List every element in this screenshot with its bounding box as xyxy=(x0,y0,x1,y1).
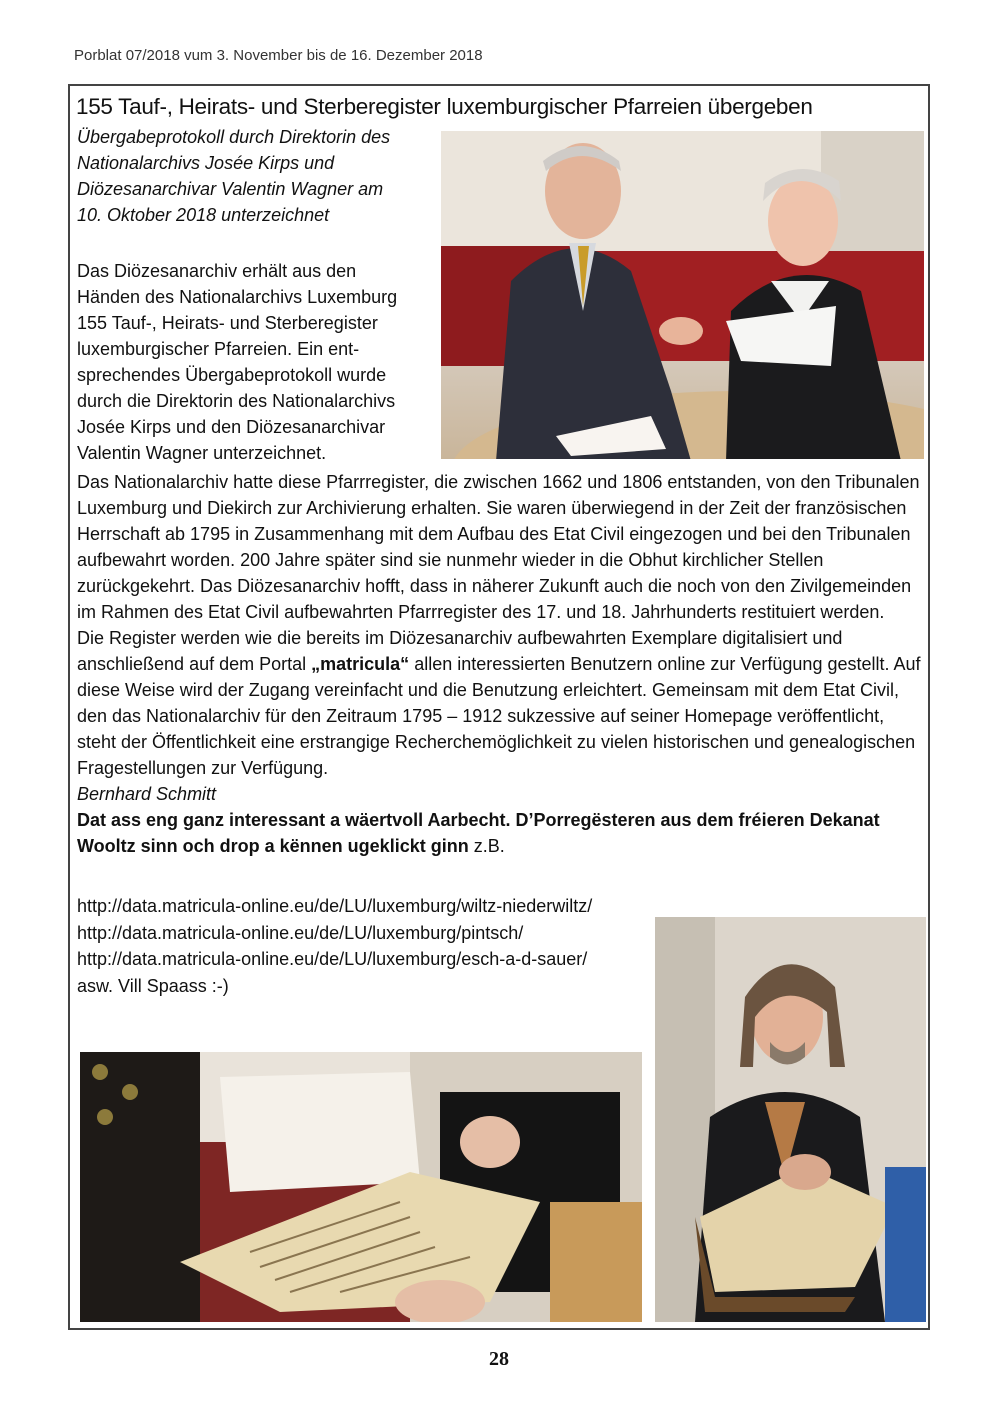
link-list xyxy=(77,893,592,999)
intro-line: Händen des Nationalarchivs Luxemburg xyxy=(77,287,398,307)
intro-line: luxemburgischer Pfarreien. Ein ent- xyxy=(77,339,360,359)
archivist-photo xyxy=(655,917,926,1322)
register-hands-photo xyxy=(80,1052,642,1322)
intro-line: durch die Direktorin des Nationalarchivs xyxy=(77,391,396,411)
subtitle-line: Diözesanarchivar Valentin Wagner am xyxy=(77,179,384,199)
register-link[interactable]: http://data.matricula-online.eu/de/LU/luxemburg/wiltz-niederwiltz/ xyxy=(77,896,593,916)
main-text xyxy=(77,469,927,859)
paragraph-text: Die Register werden wie die bereits im Diözesanarchiv aufbewahrten Exemplare digitalisiert und anschließend auf dem Portal xyxy=(77,628,843,674)
intro-line: sprechendes Übergabeprotokoll wurde xyxy=(77,365,387,385)
intro-line: Valentin Wagner unterzeichnet. xyxy=(77,443,327,463)
register-link[interactable]: http://data.matricula-online.eu/de/LU/luxemburg/esch-a-d-sauer/ xyxy=(77,949,588,969)
subtitle-line: 10. Oktober 2018 unterzeichnet xyxy=(77,205,330,225)
handshake-photo xyxy=(441,131,924,459)
paragraph-text: allen interessierten Benutzern online zur Verfügung gestellt. Auf diese Weise wird der Zugang vereinfacht und die Benutzung erleichtert. Gemeinsam mit dem Etat Civil, den das Nationalarchiv für den Zeitraum 1795 – 1912 sukzessive auf seiner Homepage veröffentlicht, steht der Öffentlichkeit eine erstrangige Recherchemöglichkeit zu vielen historischen und genealogischen Fragestellungen zur Verfügung. xyxy=(77,654,921,778)
portal-name: „matricula“ xyxy=(311,654,410,674)
subtitle-line: Nationalarchivs Josée Kirps und xyxy=(77,153,335,173)
note-bold: Dat ass eng ganz interessant a wäertvoll Aarbecht. D’Porregësteren aus dem fréieren Dekanat Wooltz sinn och drop a kënnen ugeklickt ginn xyxy=(77,810,880,856)
register-link[interactable]: http://data.matricula-online.eu/de/LU/luxemburg/pintsch/ xyxy=(77,922,524,943)
paragraph-history: Das Nationalarchiv hatte diese Pfarrregister, die zwischen 1662 und 1806 entstanden, von den Tribunalen Luxemburg und Diekirch zur Archivierung erhalten. Sie waren überwiegend in der Zeit der französischen Herrschaft ab 1795 in Zusammenhang mit dem Aufbau des Etat Civil eingezogen und bei den Tribunalen aufbewahrt worden. 200 Jahre später sind sie nunmehr wieder in die Obhut kirchlicher Stellen zurückgekehrt. Das Diözesanarchiv hofft, dass in näherer Zukunft auch die noch von den Zivilgemeinden im Rahmen des Etat Civil aufbewahrten Pfarrregister des 17. und 18. Jahrhunderts restituiert werden. xyxy=(77,472,920,622)
intro-line: Josée Kirps und den Diözesanarchivar xyxy=(77,417,386,437)
intro-line: 155 Tauf-, Heirats- und Sterberegister xyxy=(77,313,378,333)
article-subtitle xyxy=(77,124,427,228)
note-tail: z.B. xyxy=(468,836,505,856)
author-name: Bernhard Schmitt xyxy=(77,784,217,804)
intro-paragraph xyxy=(77,258,427,466)
subtitle-line: Übergabeprotokoll durch Direktorin des xyxy=(77,127,391,147)
intro-line: Das Diözesanarchiv erhält aus den xyxy=(77,261,357,281)
page-number: 28 xyxy=(489,1348,509,1370)
closing-line: asw. Vill Spaass :-) xyxy=(77,975,229,996)
paragraph-digitization xyxy=(77,625,927,781)
running-head: Porblat 07/2018 vum 3. November bis de 16. Dezember 2018 xyxy=(74,47,483,64)
editor-note xyxy=(77,807,927,859)
article-title: 155 Tauf-, Heirats- und Sterberegister luxemburgischer Pfarreien übergeben xyxy=(76,94,813,119)
